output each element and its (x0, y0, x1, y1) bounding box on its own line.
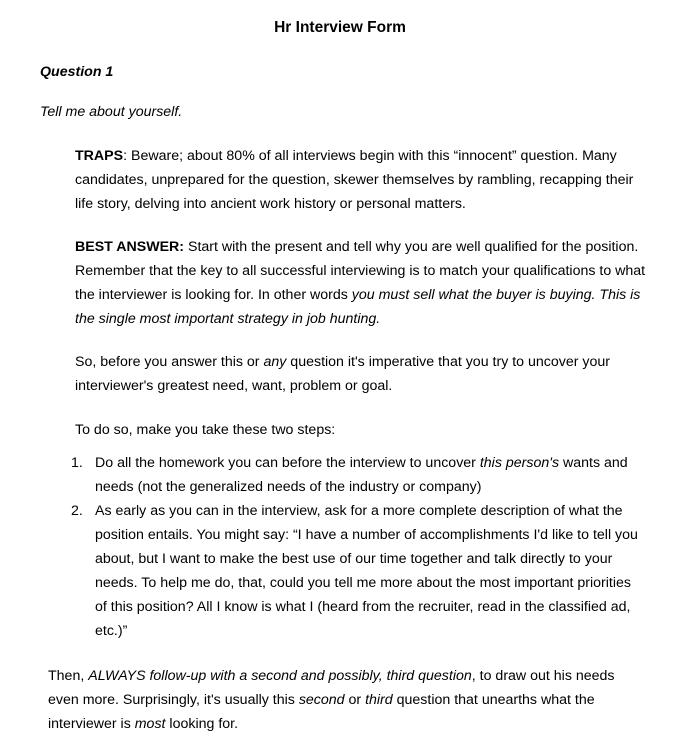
list-number: 2. (71, 503, 83, 519)
follow-up-text-5: looking for. (165, 716, 239, 732)
follow-up-emphasis-4: most (134, 716, 166, 732)
best-answer-label: BEST ANSWER: (75, 239, 185, 255)
question-label: Question 1 (40, 64, 114, 80)
traps-text: : Beware; about 80% of all interviews begin with this “innocent” question. Many candidates, unprepared for the question, skewer themselves by rambling, recapping their life story, delving into ancient work history or personal matters. (75, 148, 634, 212)
before-answer-text-2: question it's imperative that you try to uncover your interviewer's greatest need, want, problem or goal. (75, 354, 611, 394)
step-1-text-1: Do all the homework you can before the interview to uncover (95, 455, 480, 471)
list-item (71, 451, 645, 499)
follow-up-emphasis-1: ALWAYS follow-up with a second and possibly, third question (88, 668, 472, 684)
before-answer-emphasis: any (263, 354, 287, 370)
list-item (71, 499, 645, 643)
before-answer-text-1: So, before you answer this or (75, 354, 264, 370)
traps-label: TRAPS (75, 148, 124, 164)
follow-up-text-3: or (344, 692, 366, 708)
traps-paragraph (75, 144, 650, 216)
steps-list (71, 451, 645, 643)
follow-up-emphasis-3: third (365, 692, 393, 708)
best-answer-text: Start with the present and tell why you are well qualified for the position. Remember that the key to all successful interviewing is to match your qualifications to what the interviewer is looking for. In other words (75, 239, 646, 303)
steps-intro: To do so, make you take these two steps: (75, 422, 336, 438)
follow-up-text-1: Then, (48, 668, 89, 684)
follow-up-emphasis-2: second (298, 692, 345, 708)
step-2-text: As early as you can in the interview, ask for a more complete description of what the position entails. You might say: “I have a number of accomplishments I'd like to tell you about, but I want to make the best use of our time together and talk directly to your needs. To help me do, that, could you tell me more about the most important priorities of this position? All I know is what I (heard from the recruiter, read in the classified ad, etc.)” (95, 503, 638, 639)
question-text: Tell me about yourself. (40, 104, 183, 120)
list-number: 1. (71, 455, 83, 471)
before-answer-paragraph (75, 350, 650, 398)
step-1-emphasis: this person's (479, 455, 560, 471)
step-1-text-2: wants and needs (not the generalized needs of the industry or company) (95, 455, 628, 495)
follow-up-text-2: , to draw out his needs even more. Surprisingly, it's usually this (48, 668, 615, 708)
best-answer-paragraph (75, 235, 650, 331)
follow-up-text-4: question that unearths what the interviewer is (48, 692, 595, 732)
follow-up-paragraph (48, 664, 638, 736)
best-answer-emphasis: you must sell what the buyer is buying. This is the single most important strategy in job hunting. (75, 287, 641, 327)
page-title: Hr Interview Form (274, 19, 406, 36)
